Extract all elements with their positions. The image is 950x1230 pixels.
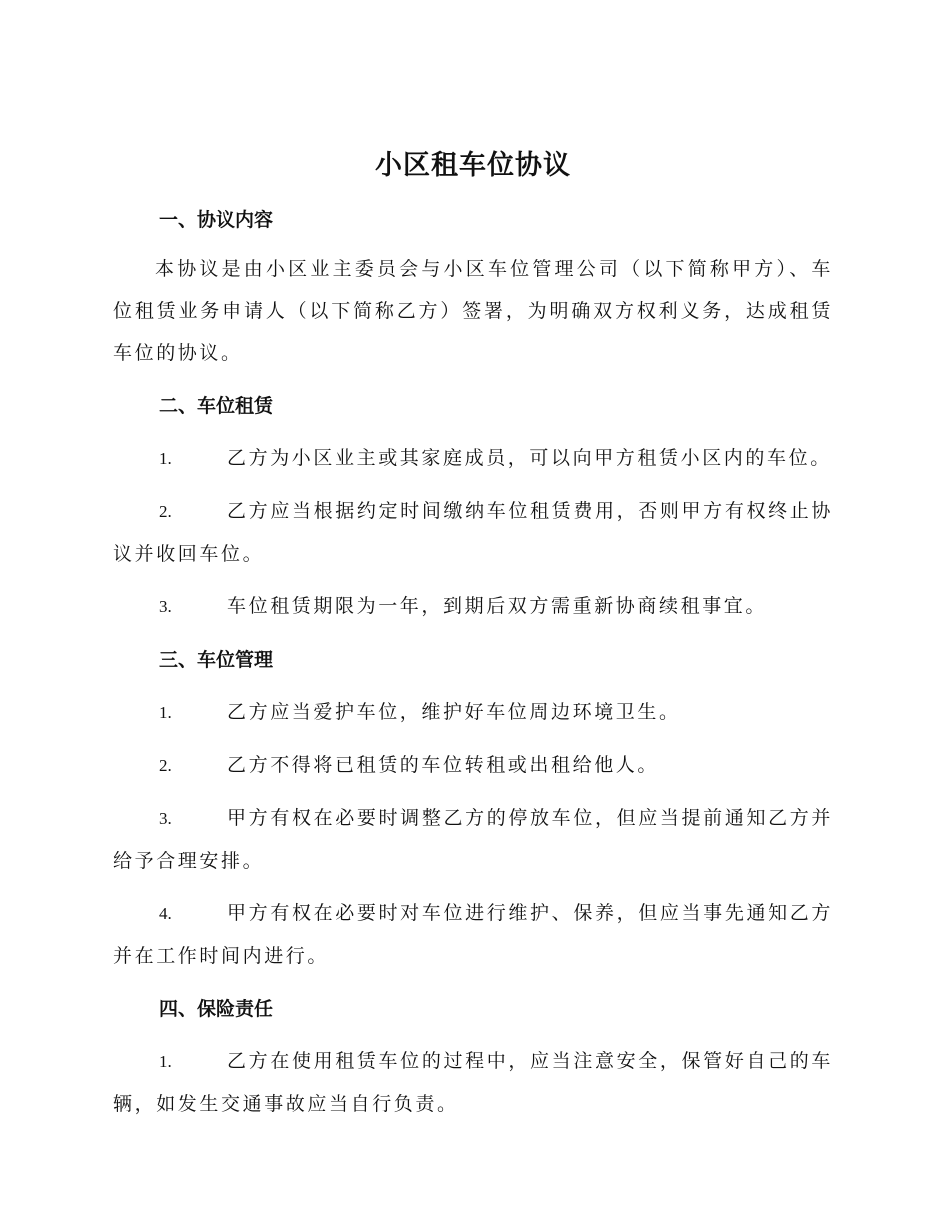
section-1-paragraph: 本协议是由小区业主委员会与小区车位管理公司（以下简称甲方）、车位租赁业务申请人（以下简称乙方）签署，为明确双方权利义务，达成租赁车位的协议。: [113, 258, 833, 364]
list-item: [113, 1040, 833, 1125]
list-text: 车位租赁期限为一年，到期后双方需重新协商续租事宜。: [227, 595, 768, 617]
list-item: [113, 437, 833, 480]
section-heading-1: 一、协议内容: [159, 209, 274, 231]
list-number: 2.: [159, 502, 172, 521]
list-item: [113, 585, 833, 628]
list-text: 乙方在使用租赁车位的过程中，应当注意安全，保管好自己的车辆，如发生交通事故应当自行负责。: [113, 1050, 833, 1115]
document-page: [113, 148, 833, 1125]
list-number: 1.: [159, 449, 172, 468]
list-text: 乙方不得将已租赁的车位转租或出租给他人。: [227, 754, 660, 776]
section-heading-2: 二、车位租赁: [159, 395, 274, 417]
list-text: 乙方为小区业主或其家庭成员，可以向甲方租赁小区内的车位。: [227, 447, 832, 469]
list-item: [113, 892, 833, 977]
section-heading-3: 三、车位管理: [159, 649, 274, 671]
section-heading-4: 四、保险责任: [159, 998, 274, 1020]
list-number: 1.: [159, 703, 172, 722]
list-number: 3.: [159, 597, 172, 616]
list-item: [113, 490, 833, 575]
document-title: 小区租车位协议: [375, 150, 571, 181]
list-number: 3.: [159, 809, 172, 828]
list-text: 乙方应当爱护车位，维护好车位周边环境卫生。: [227, 701, 681, 723]
list-text: 甲方有权在必要时对车位进行维护、保养，但应当事先通知乙方并在工作时间内进行。: [113, 902, 833, 967]
list-number: 2.: [159, 756, 172, 775]
list-number: 1.: [159, 1052, 172, 1071]
list-item: [113, 744, 833, 787]
list-item: [113, 691, 833, 734]
list-item: [113, 797, 833, 882]
list-text: 乙方应当根据约定时间缴纳车位租赁费用，否则甲方有权终止协议并收回车位。: [113, 500, 833, 565]
list-number: 4.: [159, 904, 172, 923]
list-text: 甲方有权在必要时调整乙方的停放车位，但应当提前通知乙方并给予合理安排。: [113, 807, 833, 872]
